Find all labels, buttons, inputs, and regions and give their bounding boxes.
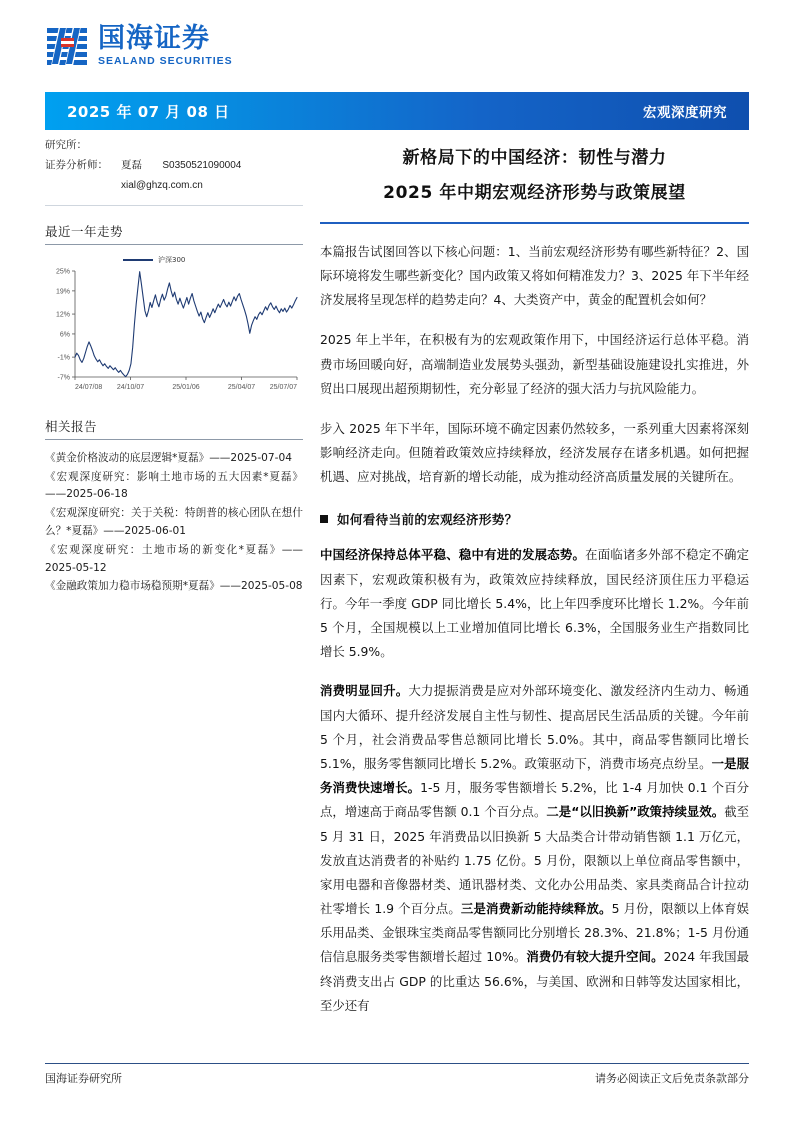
sealand-logo-icon [45,24,89,68]
analyst-info [45,136,303,195]
analyst-name: 夏磊 [121,158,142,171]
paragraph-consumption [320,679,749,1018]
page-footer [45,1070,749,1086]
point-2-bold: 二是“以旧换新”政策持续显效。 [546,804,725,820]
section-heading-1 [320,509,749,528]
svg-text:12%: 12% [55,311,70,319]
analyst-license: S0350521090004 [162,159,242,171]
related-section-title: 相关报告 [45,418,98,434]
section-heading-1-text: 如何看待当前的宏观经济形势？ [337,512,518,528]
related-reports-list [45,450,303,596]
lead-bold-consumption: 消费明显回升。 [320,683,409,699]
svg-text:6%: 6% [59,331,70,339]
footer-disclaimer: 请务必阅读正文后免责条款部分 [595,1072,749,1085]
legend-label-0: 沪深300 [158,255,186,264]
main-content [320,136,749,1018]
analyst-divider [45,205,303,206]
svg-text:25%: 25% [55,268,70,276]
report-date: 2025 年 07 月 08 日 [67,102,230,121]
analyst-label: 证券分析师： [45,158,108,171]
lead-bold-economy: 中国经济保持总体平稳、稳中有进的发展态势。 [320,547,586,563]
trend-section-title: 最近一年走势 [45,223,124,239]
trend-chart-svg [45,265,303,397]
trend-divider [45,244,303,245]
company-logo [45,24,233,68]
title-divider [320,222,749,224]
institute-label: 研究所： [45,139,87,151]
analyst-row [45,156,303,195]
header-banner [45,92,749,130]
list-item[interactable]: 《宏观深度研究：关于关税：特朗普的核心团队在想什么？*夏磊》——2025-06-01 [45,507,303,538]
paragraph-h1-summary: 2025 年上半年，在积极有为的宏观政策作用下，中国经济运行总体平稳。消费市场回暖向好，高端制造业发展势头强劲，新型基础设施建设扎实推进，外贸出口展现出超预期韧性，充分彰显了经济的强大活力与抗风险能力。 [320,332,749,396]
point-3-bold: 三是消费新动能持续释放。 [460,901,612,917]
consumption-seg-2: 1-5 月，服务零售额增长 5.2%，比 1-4 月加快 0.1 个百分点，增速高于商品零售额 0.1 个百分点。 [320,780,750,820]
point-1-bold: 一是服务消费快速增长。 [320,755,749,796]
svg-text:19%: 19% [55,288,70,296]
legend-line-icon [123,259,153,261]
lead-rest-economy: 在面临诸多外部不稳定不确定因素下，宏观政策积极有为，政策效应持续释放，国民经济顶住压力平稳运行。今年一季度 GDP 同比增长 5.4%，比上年四季度环比增长 1.2%。今年前 5 个月，全国规模以上工业增加值同比增长 6.3%，全国服务业生产指数同比增长 5.9%。 [320,547,750,660]
svg-text:24/07/08: 24/07/08 [75,383,103,391]
report-type-label: 宏观深度研究 [643,105,727,121]
svg-text:-7%: -7% [57,374,70,382]
consumption-seg-1: 大力提振消费是应对外部环境变化、激发经济内生动力、畅通国内大循环、提升经济发展自主性与韧性、提高居民生活品质的关键。今年前 5 个月，社会消费品零售总额同比增长 5.0%。其中，商品零售额同比增长 5.1%，服务零售额同比增长 5.2%。政策驱动下，消费市场亮点纷呈。 [320,683,750,771]
svg-text:25/01/06: 25/01/06 [172,383,200,391]
svg-text:25/04/07: 25/04/07 [227,383,256,391]
paragraph-core-questions: 本篇报告试图回答以下核心问题：1、当前宏观经济形势有哪些新特征？2、国际环境将发生哪些新变化？国内政策又将如何精准发力？3、2025 年下半年经济发展将呈现怎样的趋势走向？4、大类资产中，黄金的配置机会如何？ [320,243,749,308]
institute-row [45,136,303,156]
paragraph-h2-outlook: 步入 2025 年下半年，国际环境不确定因素仍然较多，一系列重大因素将深刻影响经济走向。但随着政策效应持续释放，经济发展存在诸多机遇。如何把握机遇、应对挑战，培育新的增长动能，成为推动经济高质量发展的关键所在。 [320,420,749,485]
footer-divider [45,1063,749,1064]
list-item[interactable]: 《黄金价格波动的底层逻辑*夏磊》——2025-07-04 [45,451,292,464]
list-item[interactable]: 《宏观深度研究：土地市场的新变化*夏磊》——2025-05-12 [45,543,303,574]
analyst-email[interactable]: xial@ghzq.com.cn [121,179,203,191]
point-4-bold: 消费仍有较大提升空间。 [526,949,664,965]
logo-company-name-en: SEALAND SECURITIES [98,54,233,67]
related-divider [45,439,303,440]
footer-institute: 国海证券研究所 [45,1072,122,1085]
consumption-seg-4: 5 月份，限额以上体育娱乐用品类、金银珠宝类商品零售额同比分别增长 28.3%、21.8%；1-5 月份通信信息服务类零售额增长超过 10%。 [320,901,749,965]
chart-legend [123,255,185,265]
list-item[interactable]: 《宏观深度研究：影响土地市场的五大因素*夏磊》——2025-06-18 [45,470,303,501]
consumption-seg-3: 截至 5 月 31 日，2025 年消费品以旧换新 5 大品类合计带动销售额 1.1 万亿元，发放直达消费者的补贴约 1.75 亿份。5 月份，限额以上单位商品零售额中，家用电器和音像器材类、通讯器材类、文化办公用品类、家具类商品合计拉动社零增长 1.9 个百分点。 [320,804,749,917]
svg-text:25/07/07: 25/07/07 [269,383,297,391]
trend-chart [45,253,303,401]
page-subtitle: 2025 年中期宏观经济形势与政策展望 [383,182,686,203]
logo-company-name-cn: 国海证券 [98,23,210,55]
svg-text:-1%: -1% [57,354,70,362]
page-title: 新格局下的中国经济：韧性与潜力 [402,148,667,168]
consumption-seg-5: 2024 年我国最终消费支出占 GDP 的比重达 56.6%，与美国、欧洲和日韩等发达国家相比，至少还有 [320,949,749,1013]
paragraph-economy-stable [320,543,749,664]
sidebar [45,136,303,597]
list-item[interactable]: 《金融政策加力稳市场稳预期*夏磊》——2025-05-08 [45,580,303,593]
svg-text:24/10/07: 24/10/07 [116,383,145,391]
square-bullet-icon [320,515,328,523]
